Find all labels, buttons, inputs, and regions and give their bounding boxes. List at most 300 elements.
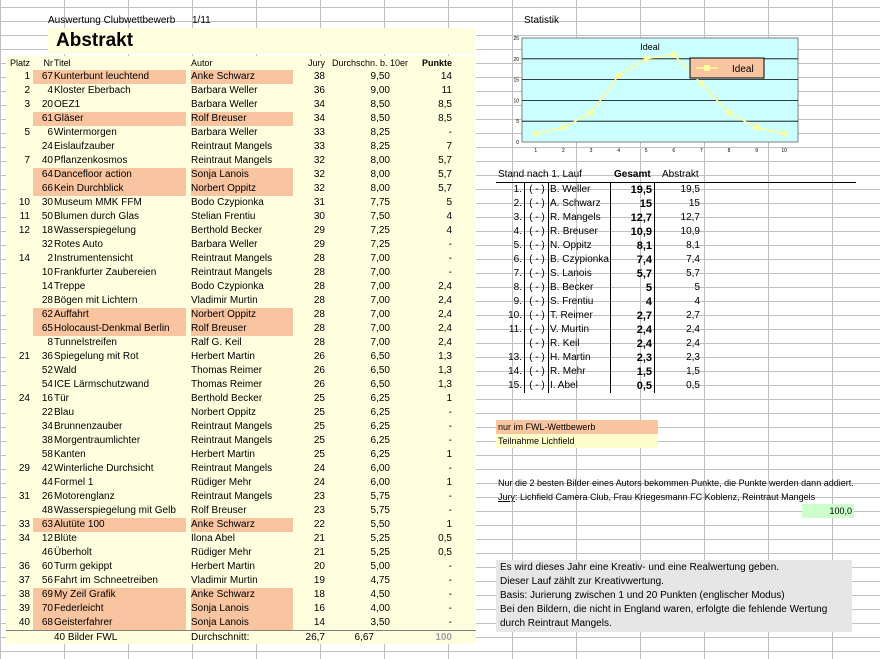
cell-autor: Ralf G. Keil <box>191 337 242 348</box>
data-point <box>589 110 594 115</box>
cell-punkte: - <box>448 575 452 586</box>
stand-abstrakt: 19,5 <box>680 184 700 195</box>
cell-jury: 30 <box>313 211 325 222</box>
table-row <box>6 266 476 280</box>
stand-mark: ( - ) <box>529 198 545 209</box>
stand-name: H. Martin <box>550 352 591 363</box>
x-tick-label: 8 <box>727 148 731 154</box>
x-tick-label: 2 <box>562 148 565 154</box>
subtitle: Auswertung Clubwettbewerb <box>48 15 176 26</box>
note-4: Bei den Bildern, die nicht in England waren, erfolgte die fehlende Wertung <box>500 604 828 615</box>
stand-name: B. Weller <box>550 184 591 195</box>
legend-lichfield: Teilnahme Lichfield <box>496 434 658 448</box>
cell-autor: Rolf Breuser <box>191 323 247 334</box>
cell-autor: Anke Schwarz <box>191 589 255 600</box>
cell-punkte: - <box>448 253 452 264</box>
cell-punkte: 2,4 <box>438 309 452 320</box>
cell-punkte: 1 <box>446 477 452 488</box>
cell-punkte: 1,3 <box>438 365 452 376</box>
cell-punkte: 1 <box>446 519 452 530</box>
cell-punkte: 0,5 <box>438 547 452 558</box>
cell-durch: 6,25 <box>370 435 390 446</box>
cell-platz: 11 <box>19 211 30 222</box>
cell-platz: 5 <box>24 127 30 138</box>
jury-names: : Lichfield Camera Club, Frau Kriegesmann FC Koblenz, Reintraut Mangels <box>515 492 816 502</box>
data-point <box>644 56 649 61</box>
stand-rank: 11. <box>508 324 522 335</box>
note-2: Dieser Lauf zählt zur Kreativwertung. <box>500 576 664 587</box>
cell-titel: Wintermorgen <box>54 127 117 138</box>
stand-gesamt: 5 <box>645 282 652 294</box>
x-tick-label: 10 <box>781 148 787 154</box>
rule-note: Nur die 2 besten Bilder eines Autors bekommen Punkte, die Punkte werden dann addiert. <box>498 478 854 488</box>
cell-durch: 7,50 <box>370 211 390 222</box>
cell-autor: Norbert Oppitz <box>191 183 257 194</box>
cell-jury: 28 <box>313 295 325 306</box>
cell-durch: 8,00 <box>370 155 390 166</box>
table-row <box>6 532 476 546</box>
y-tick-label: 10 <box>513 98 519 105</box>
cell-punkte: - <box>448 421 452 432</box>
stand-rank: 6. <box>513 254 522 265</box>
table-row <box>6 364 476 378</box>
cell-platz: 39 <box>18 603 30 614</box>
cell-durch: 7,75 <box>370 197 390 208</box>
cell-titel: Fahrt im Schneetreiben <box>54 575 158 586</box>
cell-durch: 7,00 <box>370 309 390 320</box>
cell-autor: Bodo Czypionka <box>191 197 264 208</box>
cell-autor: Anke Schwarz <box>191 71 255 82</box>
cell-nr: 28 <box>41 295 53 306</box>
table-row <box>6 112 476 126</box>
cell-jury: 21 <box>313 547 325 558</box>
stand-rank: 13. <box>508 352 522 363</box>
cell-punkte: 7 <box>446 141 452 152</box>
data-point <box>782 131 787 136</box>
stand-mark: ( - ) <box>529 380 545 391</box>
cell-autor: Reintraut Mangels <box>191 491 273 502</box>
table-row <box>6 574 476 588</box>
cell-autor: Thomas Reimer <box>191 365 263 376</box>
table-row <box>6 504 476 518</box>
cell-titel: OEZ1 <box>54 99 81 110</box>
cell-jury: 32 <box>313 169 325 180</box>
cell-durch: 6,00 <box>370 477 390 488</box>
cell-platz: 36 <box>18 561 30 572</box>
cell-platz: 24 <box>18 393 30 404</box>
cell-jury: 20 <box>313 561 325 572</box>
cell-jury: 19 <box>313 575 325 586</box>
cell-nr: 65 <box>41 323 53 334</box>
standings-row <box>496 323 856 337</box>
chart-title: Ideal <box>640 42 660 52</box>
y-tick-label: 15 <box>513 77 519 84</box>
cell-punkte: 4 <box>446 211 452 222</box>
table-row <box>6 308 476 322</box>
table-row <box>6 84 476 98</box>
stand-gesamt: 2,4 <box>636 324 652 336</box>
footer-avg-jury: 26,7 <box>305 632 325 643</box>
standings-row <box>496 183 856 197</box>
cell-platz: 21 <box>18 351 30 362</box>
col-autor: Autor <box>191 58 213 68</box>
stand-gesamt: 7,4 <box>636 254 652 266</box>
cell-nr: 2 <box>47 253 53 264</box>
cell-punkte: 5 <box>446 197 452 208</box>
stand-mark: ( - ) <box>529 212 545 223</box>
cell-punkte: 2,4 <box>438 295 452 306</box>
cell-autor: Reintraut Mangels <box>191 155 273 166</box>
table-row <box>6 140 476 154</box>
table-row <box>6 126 476 140</box>
table-row <box>6 560 476 574</box>
table-row <box>6 98 476 112</box>
cell-nr: 62 <box>41 309 53 320</box>
cell-titel: Dancefloor action <box>54 169 132 180</box>
standings-body <box>496 183 856 393</box>
cell-platz: 31 <box>18 491 30 502</box>
stand-abstrakt: 4 <box>694 296 700 307</box>
data-point <box>533 131 538 136</box>
cell-durch: 5,00 <box>370 561 390 572</box>
cell-titel: Tunnelstreifen <box>54 337 117 348</box>
x-tick-label: 5 <box>644 148 648 154</box>
cell-punkte: - <box>448 463 452 474</box>
cell-titel: Bögen mit Lichtern <box>54 295 138 306</box>
table-footer <box>6 630 476 645</box>
stand-mark: ( - ) <box>529 338 545 349</box>
cell-jury: 26 <box>313 379 325 390</box>
x-tick-label: 7 <box>700 148 703 154</box>
footer-count: 40 Bilder FWL <box>54 632 118 643</box>
cell-nr: 26 <box>41 491 53 502</box>
standings-row <box>496 337 856 351</box>
standings-row <box>496 267 856 281</box>
table-row <box>6 420 476 434</box>
cell-durch: 7,25 <box>370 225 390 236</box>
cell-jury: 34 <box>313 99 325 110</box>
stand-rank: 14. <box>508 366 522 377</box>
jury-line <box>498 492 815 502</box>
table-row <box>6 546 476 560</box>
cell-punkte: - <box>448 407 452 418</box>
cell-titel: Frankfurter Zaubereien <box>54 267 157 278</box>
cell-autor: Reintraut Mangels <box>191 421 273 432</box>
cell-titel: Treppe <box>54 281 86 292</box>
cell-jury: 23 <box>313 491 325 502</box>
cell-jury: 24 <box>313 463 325 474</box>
table-row <box>6 280 476 294</box>
table-row <box>6 182 476 196</box>
cell-nr: 8 <box>47 337 53 348</box>
note-5: durch Reintraut Mangels. <box>500 618 612 629</box>
cell-punkte: 8,5 <box>438 99 452 110</box>
cell-autor: Norbert Oppitz <box>191 407 257 418</box>
cell-nr: 14 <box>41 281 53 292</box>
cell-platz: 38 <box>18 589 30 600</box>
cell-autor: Vladimir Murtin <box>191 295 258 306</box>
stand-name: R. Keil <box>550 338 580 349</box>
stand-name: R. Mangels <box>550 212 601 223</box>
stand-mark: ( - ) <box>529 324 545 335</box>
stand-abstrakt: 0,5 <box>686 380 700 391</box>
cell-jury: 33 <box>313 127 325 138</box>
stand-name: B. Becker <box>550 282 594 293</box>
cell-jury: 29 <box>313 239 325 250</box>
cell-jury: 18 <box>313 589 325 600</box>
stand-abstrakt: 2,7 <box>686 310 700 321</box>
cell-nr: 32 <box>41 239 53 250</box>
cell-durch: 7,00 <box>370 323 390 334</box>
cell-autor: Rolf Breuser <box>191 113 247 124</box>
stand-abstrakt: 2,3 <box>686 352 700 363</box>
chart-legend <box>690 58 764 78</box>
results-table <box>6 56 476 645</box>
stand-title: Stand nach 1. Lauf <box>498 169 582 180</box>
cell-durch: 5,75 <box>370 505 390 516</box>
col-nr: Nr <box>43 58 53 68</box>
stand-rank: 5. <box>513 240 522 251</box>
standings-row <box>496 379 856 393</box>
cell-punkte: 11 <box>441 85 452 96</box>
table-row <box>6 448 476 462</box>
cell-autor: Reintraut Mangels <box>191 463 273 474</box>
stand-abstrakt: 12,7 <box>680 212 700 223</box>
cell-autor: Barbara Weller <box>191 239 258 250</box>
stand-abstrakt: 2,4 <box>686 338 700 349</box>
cell-autor: Reintraut Mangels <box>191 267 273 278</box>
stand-mark: ( - ) <box>529 282 545 293</box>
cell-durch: 5,25 <box>370 547 390 558</box>
stand-rank: 7. <box>513 268 522 279</box>
cell-titel: Spiegelung mit Rot <box>54 351 139 362</box>
cell-nr: 68 <box>41 617 53 628</box>
cell-jury: 32 <box>313 155 325 166</box>
table-row <box>6 238 476 252</box>
cell-jury: 22 <box>313 519 325 530</box>
cell-jury: 34 <box>313 113 325 124</box>
standings-row <box>496 225 856 239</box>
cell-autor: Barbara Weller <box>191 85 258 96</box>
cell-jury: 21 <box>313 533 325 544</box>
cell-nr: 70 <box>41 603 53 614</box>
cell-nr: 46 <box>41 547 53 558</box>
x-tick-label: 3 <box>589 148 593 154</box>
stand-rank: 8. <box>513 282 522 293</box>
stand-rank: 3. <box>513 212 522 223</box>
data-point <box>727 110 732 115</box>
table-row <box>6 406 476 420</box>
cell-durch: 6,50 <box>370 365 390 376</box>
stand-gesamt: 5,7 <box>636 268 652 280</box>
stand-mark: ( - ) <box>529 310 545 321</box>
cell-jury: 26 <box>313 351 325 362</box>
stand-abstrakt: 1,5 <box>686 366 700 377</box>
cell-durch: 6,00 <box>370 463 390 474</box>
cell-titel: Geisterfahrer <box>54 617 113 628</box>
data-point <box>561 125 566 130</box>
cell-titel: ICE Lärmschutzwand <box>54 379 150 390</box>
cell-titel: Morgentraumlichter <box>54 435 141 446</box>
cell-nr: 60 <box>41 561 53 572</box>
cell-durch: 3,50 <box>370 617 390 628</box>
cell-punkte: 2,4 <box>438 281 452 292</box>
cell-punkte: 1,3 <box>438 351 452 362</box>
cell-platz: 37 <box>18 575 30 586</box>
cell-platz: 3 <box>24 99 30 110</box>
cell-jury: 28 <box>313 281 325 292</box>
stand-mark: ( - ) <box>529 254 545 265</box>
cell-jury: 25 <box>313 449 325 460</box>
cell-nr: 38 <box>41 435 53 446</box>
cell-punkte: - <box>448 617 452 628</box>
cell-punkte: 0,5 <box>438 533 452 544</box>
cell-durch: 6,25 <box>370 393 390 404</box>
cell-autor: Anke Schwarz <box>191 519 255 530</box>
cell-nr: 61 <box>41 113 53 124</box>
cell-durch: 7,00 <box>370 253 390 264</box>
note-1: Es wird dieses Jahr eine Kreativ- und eine Realwertung geben. <box>500 562 780 573</box>
cell-titel: Federleicht <box>54 603 104 614</box>
cell-platz: 14 <box>18 253 30 264</box>
cell-nr: 4 <box>47 85 53 96</box>
cell-jury: 14 <box>313 617 325 628</box>
note-3: Basis: Jurierung zwischen 1 und 20 Punkten (englischer Modus) <box>500 590 785 601</box>
cell-titel: Kanten <box>54 449 86 460</box>
cell-punkte: 1 <box>446 393 452 404</box>
cell-jury: 25 <box>313 393 325 404</box>
stand-rank: 15. <box>508 380 522 391</box>
table-row <box>6 602 476 616</box>
cell-durch: 8,25 <box>370 141 390 152</box>
table-row <box>6 196 476 210</box>
cell-durch: 7,00 <box>370 337 390 348</box>
stand-abstrakt: 7,4 <box>686 254 700 265</box>
standings-header <box>496 168 856 183</box>
stand-rank: 10. <box>508 310 522 321</box>
cell-jury: 36 <box>313 85 325 96</box>
table-row <box>6 224 476 238</box>
cell-jury: 24 <box>313 477 325 488</box>
stand-col-abstrakt: Abstrakt <box>662 169 699 180</box>
stand-name: S. Lanois <box>550 268 592 279</box>
cell-jury: 29 <box>313 225 325 236</box>
cell-nr: 58 <box>41 449 53 460</box>
round-label: 1/11 <box>192 15 211 26</box>
cell-punkte: - <box>448 127 452 138</box>
cell-nr: 63 <box>41 519 53 530</box>
cell-nr: 54 <box>41 379 53 390</box>
col-platz: Platz <box>9 58 30 68</box>
stand-name: N. Oppitz <box>550 240 592 251</box>
cell-nr: 22 <box>41 407 53 418</box>
cell-jury: 32 <box>313 183 325 194</box>
col-durch: Durchschn. b. 10er <box>331 58 409 68</box>
cell-titel: Turm gekippt <box>54 561 112 572</box>
stand-rank: 1. <box>513 184 522 195</box>
cell-autor: Reintraut Mangels <box>191 253 273 264</box>
cell-autor: Stelian Frentiu <box>191 211 256 222</box>
stand-gesamt: 19,5 <box>630 184 652 196</box>
cell-punkte: 4 <box>446 225 452 236</box>
cell-durch: 4,00 <box>370 603 390 614</box>
footer-total: 100 <box>435 632 452 643</box>
cell-jury: 28 <box>313 267 325 278</box>
cell-autor: Rüdiger Mehr <box>191 547 252 558</box>
table-row <box>6 336 476 350</box>
standings-row <box>496 211 856 225</box>
stand-gesamt: 10,9 <box>630 226 652 238</box>
cell-titel: Formel 1 <box>54 477 94 488</box>
cell-nr: 20 <box>41 99 53 110</box>
table-row <box>6 210 476 224</box>
cell-autor: Norbert Oppitz <box>191 309 257 320</box>
stand-name: R. Mehr <box>550 366 586 377</box>
standings-row <box>496 197 856 211</box>
stand-name: R. Breuser <box>550 226 598 237</box>
stand-abstrakt: 15 <box>688 198 700 209</box>
cell-punkte: 1 <box>446 449 452 460</box>
stand-name: S. Frentiu <box>550 296 594 307</box>
data-point <box>616 73 621 78</box>
jury-total: 100,0 <box>802 504 854 518</box>
cell-titel: Instrumentensicht <box>54 253 133 264</box>
table-row <box>6 378 476 392</box>
stand-mark: ( - ) <box>529 240 545 251</box>
cell-titel: Kloster Eberbach <box>54 85 131 96</box>
cell-autor: Thomas Reimer <box>191 379 263 390</box>
table-row <box>6 462 476 476</box>
cell-nr: 48 <box>41 505 53 516</box>
cell-durch: 8,50 <box>370 113 390 124</box>
stand-name: T. Reimer <box>550 310 593 321</box>
cell-titel: Museum MMK FFM <box>54 197 142 208</box>
cell-punkte: 2,4 <box>438 337 452 348</box>
table-header <box>6 56 476 70</box>
table-row <box>6 294 476 308</box>
x-tick-label: 6 <box>672 148 676 154</box>
stand-abstrakt: 10,9 <box>680 226 700 237</box>
cell-durch: 6,25 <box>370 407 390 418</box>
cell-punkte: 2,4 <box>438 323 452 334</box>
cell-titel: Brunnenzauber <box>54 421 123 432</box>
cell-platz: 34 <box>18 533 30 544</box>
cell-autor: Reintraut Mangels <box>191 141 273 152</box>
stand-gesamt: 4 <box>645 296 652 308</box>
cell-jury: 38 <box>313 71 325 82</box>
cell-durch: 5,75 <box>370 491 390 502</box>
cell-autor: Herbert Martin <box>191 351 255 362</box>
cell-punkte: - <box>448 491 452 502</box>
cell-punkte: - <box>448 561 452 572</box>
page-title: Abstrakt <box>56 30 134 51</box>
cell-nr: 34 <box>41 421 53 432</box>
table-row <box>6 154 476 168</box>
col-titel: Titel <box>54 58 71 68</box>
cell-punkte: - <box>448 435 452 446</box>
y-tick-label: 0 <box>516 140 519 146</box>
table-row <box>6 168 476 182</box>
cell-punkte: 8,5 <box>438 113 452 124</box>
stand-rank: 9. <box>513 296 522 307</box>
cell-punkte: - <box>448 267 452 278</box>
cell-durch: 9,50 <box>370 71 390 82</box>
table-row <box>6 70 476 84</box>
standings-row <box>496 253 856 267</box>
footer-avg-durch: 6,67 <box>354 632 374 643</box>
cell-nr: 56 <box>41 575 53 586</box>
cell-titel: Rotes Auto <box>54 239 103 250</box>
